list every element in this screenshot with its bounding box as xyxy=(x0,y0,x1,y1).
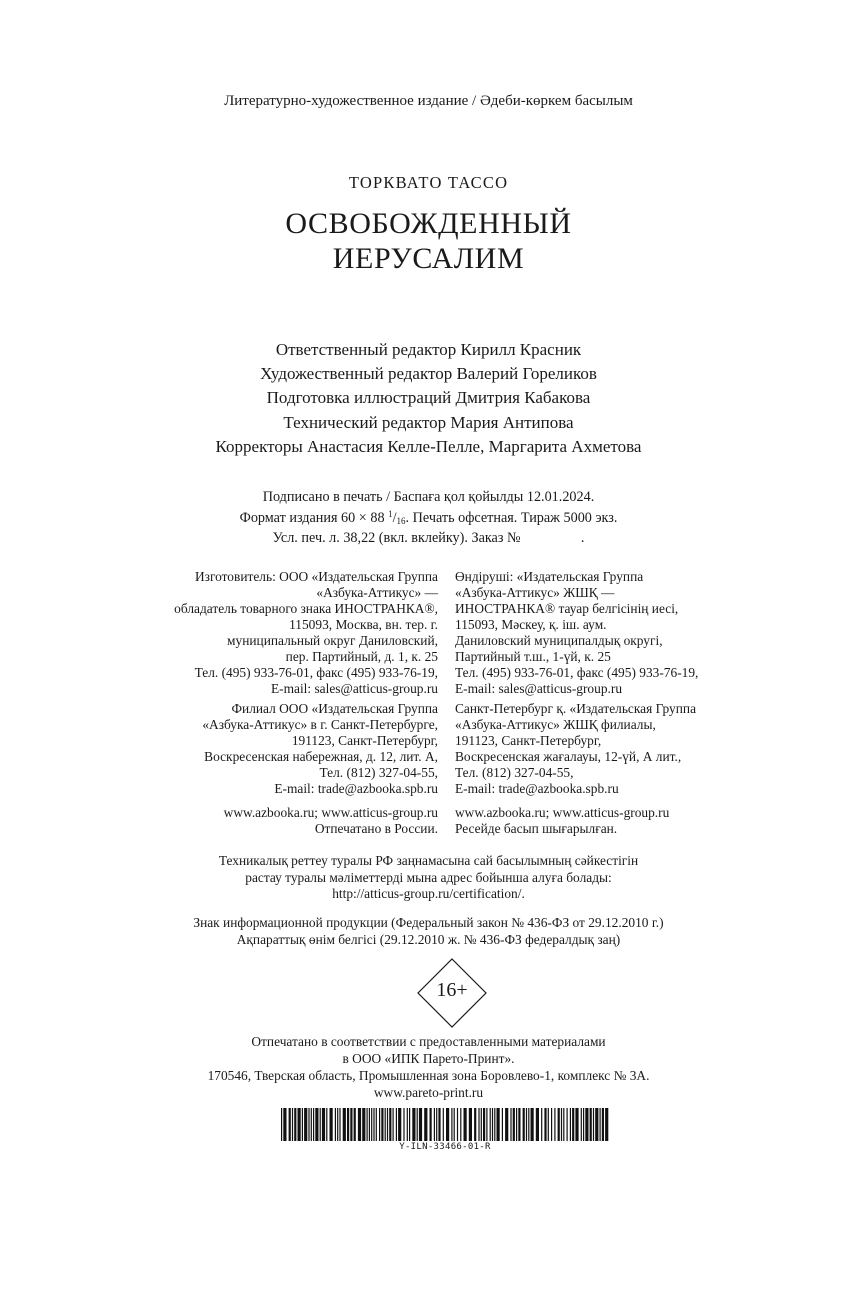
barcode-bar xyxy=(605,1108,608,1141)
barcode-bar xyxy=(494,1108,495,1141)
address-line: муниципальный округ Даниловский, xyxy=(227,633,438,648)
barcode-bar xyxy=(371,1108,372,1141)
barcode-bar xyxy=(590,1108,592,1141)
address-line: E-mail: trade@azbooka.spb.ru xyxy=(274,781,438,796)
book-title xyxy=(0,206,857,276)
barcode-bar xyxy=(326,1108,327,1141)
printer-info xyxy=(0,1033,857,1101)
barcode-bar xyxy=(308,1108,309,1141)
web-line: Ресейде басып шығарылған. xyxy=(455,821,618,836)
credit-line: Художественный редактор Валерий Гореликов xyxy=(260,364,597,384)
manufacturer-block-kz xyxy=(455,569,755,697)
address-line: «Азбука-Аттикус» ЖШҚ филиалы, xyxy=(455,717,656,732)
barcode-bar xyxy=(430,1108,432,1141)
barcode-bar xyxy=(438,1108,440,1141)
barcode-bar xyxy=(337,1108,338,1141)
barcode-bar xyxy=(385,1108,386,1141)
manufacturer-block-ru xyxy=(138,569,438,697)
barcode-bar xyxy=(354,1108,356,1141)
barcode-icon xyxy=(281,1108,609,1141)
barcode-bar xyxy=(570,1108,571,1141)
barcode-bar xyxy=(567,1108,568,1141)
address-line: 115093, Мәскеу, қ. іш. аум. xyxy=(455,617,607,632)
address-line: 115093, Москва, вн. тер. г. xyxy=(289,617,438,632)
barcode-bar xyxy=(523,1108,525,1141)
barcode-bar xyxy=(531,1108,534,1141)
printer-line: www.pareto-print.ru xyxy=(373,1085,484,1100)
barcode-bar xyxy=(407,1108,408,1141)
barcode-bar xyxy=(398,1108,401,1141)
web-line: www.azbooka.ru; www.atticus-group.ru xyxy=(455,805,670,820)
web-line: www.azbooka.ru; www.atticus-group.ru xyxy=(223,805,438,820)
barcode-bar xyxy=(516,1108,517,1141)
barcode-bar xyxy=(396,1108,397,1141)
barcode-bar xyxy=(315,1108,318,1141)
barcode-bar xyxy=(369,1108,370,1141)
credit-line: Технический редактор Мария Антипова xyxy=(283,412,574,432)
address-line: «Азбука-Аттикус» ЖШҚ — xyxy=(455,585,615,600)
address-line: «Азбука-Аттикус» в г. Санкт-Петербурге, xyxy=(202,717,438,732)
web-block-kz xyxy=(455,805,755,837)
barcode-bar xyxy=(593,1108,594,1141)
barcode-bar xyxy=(347,1108,349,1141)
barcode-bar xyxy=(490,1108,491,1141)
barcode-bar xyxy=(528,1108,529,1141)
barcode-bar xyxy=(554,1108,555,1141)
barcode-bar xyxy=(283,1108,286,1141)
signed-date: Подписано в печать / Баспаға қол қойылды 12.01.2024. xyxy=(262,489,595,505)
barcode-bar xyxy=(335,1108,336,1141)
volume-line: Усл. печ. л. 38,22 (вкл. вклейку). Заказ № . xyxy=(272,530,585,546)
barcode-bar xyxy=(343,1108,346,1141)
barcode-bar xyxy=(602,1108,604,1141)
barcode-bar xyxy=(393,1108,394,1141)
barcode-bar xyxy=(424,1108,427,1141)
address-line: E-mail: sales@atticus-group.ru xyxy=(455,681,623,696)
address-line: Воскресенская набережная, д. 12, лит. А, xyxy=(204,749,438,764)
title-line: ИЕРУСАЛИМ xyxy=(332,242,525,275)
barcode-bar xyxy=(403,1108,404,1141)
barcode-bar xyxy=(551,1108,552,1141)
credit-line: Корректоры Анастасия Келле-Пелле, Маргарита Ахметова xyxy=(215,436,642,456)
address-line: Изготовитель: ООО «Издательская Группа xyxy=(195,569,438,584)
address-line: Санкт-Петербург қ. «Издательская Группа xyxy=(455,701,697,716)
barcode-bar xyxy=(536,1108,539,1141)
barcode-bar xyxy=(486,1108,487,1141)
barcode-bar xyxy=(572,1108,574,1141)
address-line: 191123, Санкт-Петербург, xyxy=(291,733,438,748)
barcode-bar xyxy=(454,1108,455,1141)
address-line: Тел. (812) 327-04-55, xyxy=(319,765,438,780)
cert-line: Техникалық реттеу туралы РФ заңнамасына сай басылымның сәйкестігін xyxy=(218,853,639,868)
barcode-bar xyxy=(585,1108,588,1141)
barcode-bar xyxy=(367,1108,368,1141)
address-line: Филиал ООО «Издательская Группа xyxy=(231,701,438,716)
address-line: Партийный т.ш., 1-үй, к. 25 xyxy=(455,649,611,664)
barcode-bar xyxy=(502,1108,503,1141)
barcode-bar xyxy=(281,1108,282,1141)
branch-block-kz xyxy=(455,701,755,797)
address-line: обладатель товарного знака ИНОСТРАНКА®, xyxy=(174,601,438,616)
barcode-bar xyxy=(460,1108,461,1141)
barcode-bar xyxy=(434,1108,435,1141)
barcode-bar xyxy=(513,1108,515,1141)
barcode-bar xyxy=(330,1108,333,1141)
barcode-bar xyxy=(518,1108,520,1141)
barcode-bar xyxy=(289,1108,291,1141)
web-block-ru xyxy=(138,805,438,837)
barcode-bar xyxy=(311,1108,312,1141)
barcode-bar xyxy=(451,1108,452,1141)
barcode-bar xyxy=(492,1108,493,1141)
web-line: Отпечатано в России. xyxy=(314,821,438,836)
print-info xyxy=(0,489,857,547)
barcode-bar xyxy=(505,1108,508,1141)
barcode-bar xyxy=(292,1108,293,1141)
barcode-bar xyxy=(483,1108,485,1141)
address-line: пер. Партийный, д. 1, к. 25 xyxy=(285,649,438,664)
format-prefix: Формат издания 60 × 88 xyxy=(239,510,389,526)
address-line: «Азбука-Аттикус» — xyxy=(316,585,438,600)
barcode-number: Y-ILN-33466-01-R xyxy=(399,1142,491,1152)
sign-line: Ақпараттық өнім белгісі (29.12.2010 ж. № 436-ФЗ федералдық заң) xyxy=(236,932,621,947)
barcode-bar xyxy=(510,1108,511,1141)
format-suffix: . Печать офсетная. Тираж 5000 экз. xyxy=(405,510,618,526)
credit-line: Подготовка иллюстраций Дмитрия Кабакова xyxy=(266,388,591,408)
barcode-bar xyxy=(381,1108,383,1141)
title-line: ОСВОБОЖДЕННЫЙ xyxy=(285,207,572,240)
info-product-sign xyxy=(0,914,857,948)
barcode-bar xyxy=(443,1108,444,1141)
imprint-right-column xyxy=(455,569,755,837)
address-line: Воскресенская жағалауы, 12-үй, А лит., xyxy=(455,749,682,764)
barcode-bar xyxy=(561,1108,562,1141)
barcode-bar xyxy=(298,1108,301,1141)
barcode-bar xyxy=(436,1108,437,1141)
barcode-bar xyxy=(526,1108,527,1141)
barcode-bar xyxy=(575,1108,578,1141)
barcode-bar xyxy=(595,1108,598,1141)
cert-line: http://atticus-group.ru/certification/. xyxy=(332,886,525,901)
barcode-bar xyxy=(373,1108,374,1141)
barcode-bar xyxy=(362,1108,365,1141)
barcode-bar xyxy=(581,1108,582,1141)
address-line: Тел. (495) 933-76-01, факс (495) 933-76-19, xyxy=(455,665,699,680)
address-line: Тел. (495) 933-76-01, факс (495) 933-76-19, xyxy=(194,665,438,680)
barcode-bar xyxy=(417,1108,418,1141)
barcode-bar xyxy=(497,1108,500,1141)
barcode-bar xyxy=(563,1108,564,1141)
address-line: Тел. (812) 327-04-55, xyxy=(455,765,574,780)
barcode-bar xyxy=(320,1108,321,1141)
barcode-bar xyxy=(478,1108,479,1141)
author-name: ТОРКВАТО ТАССО xyxy=(348,173,509,192)
age-rating-badge xyxy=(417,958,487,1028)
certification-note xyxy=(0,853,857,903)
barcode-bar xyxy=(409,1108,410,1141)
address-line: Өндіруші: «Издательская Группа xyxy=(455,569,644,584)
barcode-bar xyxy=(339,1108,340,1141)
barcode-bar xyxy=(481,1108,482,1141)
barcode-bar xyxy=(376,1108,377,1141)
barcode-bar xyxy=(358,1108,361,1141)
credit-line: Ответственный редактор Кирилл Красник xyxy=(275,340,582,359)
cert-line: растау туралы мәліметтерді мына адрес бойынша алуға болады: xyxy=(245,869,612,885)
barcode-bar xyxy=(446,1108,449,1141)
barcode-bar xyxy=(419,1108,422,1141)
barcode-bar xyxy=(541,1108,542,1141)
imprint-left-column xyxy=(138,569,438,837)
barcode-bar xyxy=(544,1108,546,1141)
barcode-bar xyxy=(302,1108,303,1141)
barcode-bar xyxy=(304,1108,307,1141)
barcode-bar xyxy=(600,1108,601,1141)
address-line: Даниловский муниципалдық округі, xyxy=(455,633,663,648)
barcode-bar xyxy=(469,1108,472,1141)
barcode-bar xyxy=(464,1108,467,1141)
address-line: E-mail: trade@azbooka.spb.ru xyxy=(455,781,619,796)
format-line: Формат издания 60 × 88 $^1/_{16}$. Печать офсетная. Тираж 5000 экз. xyxy=(239,509,618,526)
address-line: E-mail: sales@atticus-group.ru xyxy=(270,681,438,696)
barcode-bar xyxy=(474,1108,476,1141)
barcode-bar xyxy=(457,1108,458,1141)
age-rating-label: 16+ xyxy=(436,979,468,1001)
branch-block-ru xyxy=(138,701,438,797)
barcode-bar xyxy=(350,1108,352,1141)
barcode-bar xyxy=(322,1108,325,1141)
barcode-bar xyxy=(583,1108,584,1141)
printer-line: 170546, Тверская область, Промышленная зона Боровлево-1, комплекс № 3А. xyxy=(207,1068,650,1083)
barcode-bar xyxy=(548,1108,549,1141)
barcode-bar xyxy=(294,1108,296,1141)
printer-line: в ООО «ИПК Парето-Принт». xyxy=(342,1051,515,1066)
barcode-bar xyxy=(313,1108,314,1141)
edition-type: Литературно-художественное издание / Әдеби-көркем басылым xyxy=(224,93,633,109)
sign-line: Знак информационной продукции (Федеральный закон № 436-ФЗ от 29.12.2010 г.) xyxy=(193,915,664,930)
barcode-bar xyxy=(389,1108,391,1141)
barcode-bar xyxy=(379,1108,380,1141)
barcode-bar xyxy=(412,1108,415,1141)
format-denominator: 16 xyxy=(396,516,406,526)
format-numerator: 1 xyxy=(388,509,393,519)
address-line: 191123, Санкт-Петербург, xyxy=(455,733,602,748)
barcode-bar xyxy=(558,1108,560,1141)
printer-line: Отпечатано в соответствии с предоставленными материалами xyxy=(251,1034,606,1049)
barcode-bar xyxy=(387,1108,388,1141)
credits xyxy=(0,338,857,459)
address-line: ИНОСТРАНКА® тауар белгісінің иесі, xyxy=(455,601,679,616)
